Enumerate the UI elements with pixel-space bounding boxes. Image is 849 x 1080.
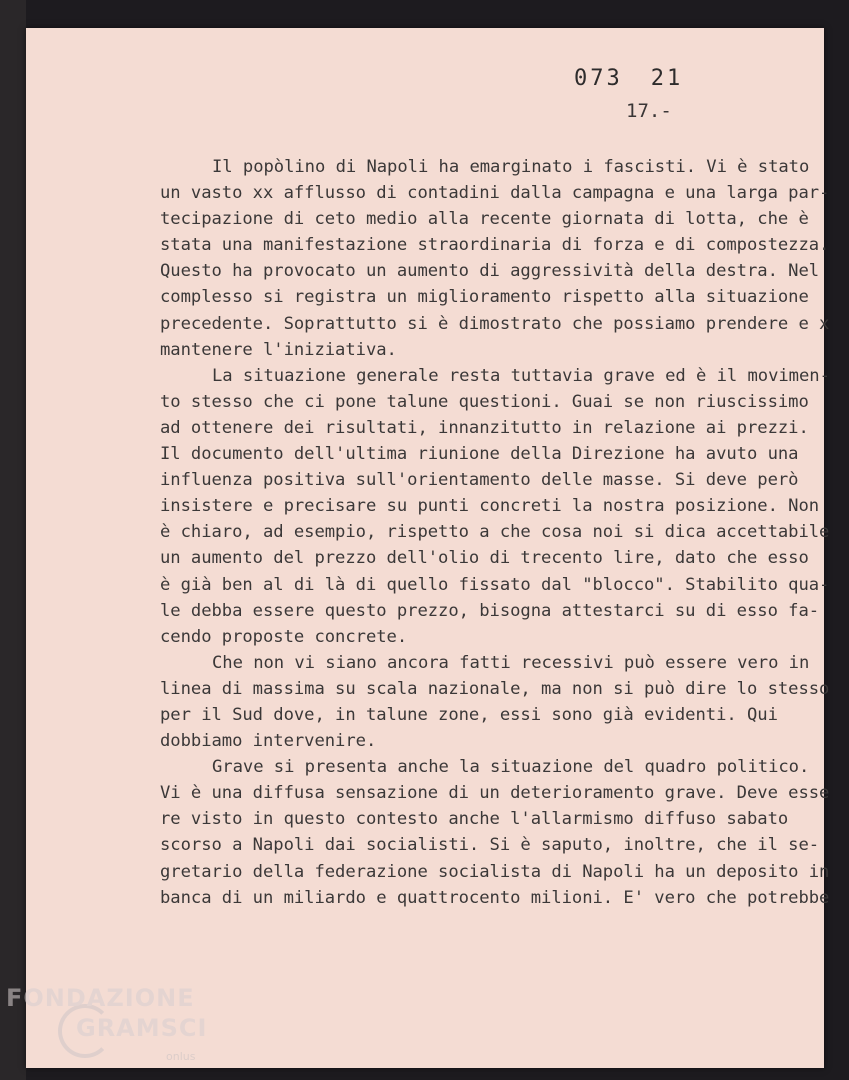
text-line: è già ben al di là di quello fissato dal "blocco". Stabilito qua-: [160, 574, 830, 595]
text-line: mantenere l'iniziativa.: [160, 339, 397, 360]
text-line: dobbiamo intervenire.: [160, 731, 377, 752]
archive-stamp: [574, 66, 711, 91]
text-line: Il documento dell'ultima riunione della Direzione ha avuto una: [160, 444, 799, 465]
watermark-line3: onlus: [166, 1050, 196, 1063]
text-line: Questo ha provocato un aumento di aggressività della destra. Nel: [160, 261, 820, 282]
text-line: re visto in questo contesto anche l'allarmismo diffuso sabato: [160, 809, 789, 830]
text-line: ad ottenere dei risultati, innanzitutto in relazione ai prezzi.: [160, 417, 809, 438]
text-line: stata una manifestazione straordinaria di forza e di compostezza.: [160, 235, 830, 256]
text-line: banca di un miliardo e quattrocento milioni. E' vero che potrebbe: [160, 887, 830, 908]
text-line: complesso si registra un miglioramento rispetto alla situazione: [160, 287, 809, 308]
text-line: tecipazione di ceto medio alla recente giornata di lotta, che è: [160, 209, 809, 230]
text-line: to stesso che ci pone talune questioni. Guai se non riuscissimo: [160, 391, 809, 412]
text-line: Che non vi siano ancora fatti recessivi può essere vero in: [212, 652, 810, 673]
text-line: per il Sud dove, in talune zone, essi sono già evidenti. Qui: [160, 704, 778, 725]
text-line: scorso a Napoli dai socialisti. Si è saputo, inoltre, che il se-: [160, 835, 820, 856]
watermark-line2: GRAMSCI: [76, 1014, 208, 1042]
text-line: insistere e precisare su punti concreti la nostra posizione. Non: [160, 496, 820, 517]
text-line: linea di massima su scala nazionale, ma non si può dire lo stesso: [160, 678, 830, 699]
text-line: Grave si presenta anche la situazione del quadro politico.: [212, 757, 810, 778]
watermark-line1: FONDAZIONE: [6, 984, 195, 1012]
text-line: un aumento del prezzo dell'olio di trecento lire, dato che esso: [160, 548, 809, 569]
text-line: La situazione generale resta tuttavia grave ed è il movimen-: [212, 365, 830, 386]
text-line: un vasto xx afflusso di contadini dalla campagna e una larga par-: [160, 183, 830, 204]
scan-background-edge: [0, 0, 26, 1080]
page-sequence-number: 17.-: [626, 100, 672, 122]
text-line: influenza positiva sull'orientamento delle masse. Si deve però: [160, 470, 799, 491]
typewritten-body: [160, 154, 830, 911]
text-line: Vi è una diffusa sensazione di un deterioramento grave. Deve esse: [160, 783, 830, 804]
text-line: precedente. Soprattutto si è dimostrato che possiamo prendere e x: [160, 313, 830, 334]
text-line: Il popòlino di Napoli ha emarginato i fascisti. Vi è stato: [212, 157, 810, 177]
fondazione-gramsci-watermark: [6, 984, 226, 1074]
folio-number: 21: [650, 66, 684, 91]
text-line: gretario della federazione socialista di Napoli ha un deposito in: [160, 861, 830, 882]
text-line: le debba essere questo prezzo, bisogna attestarci su di esso fa-: [160, 600, 820, 621]
archive-number: 073: [574, 66, 623, 91]
text-line: è chiaro, ad esempio, rispetto a che cosa noi si dica accettabile: [160, 522, 830, 543]
text-line: cendo proposte concrete.: [160, 626, 408, 647]
